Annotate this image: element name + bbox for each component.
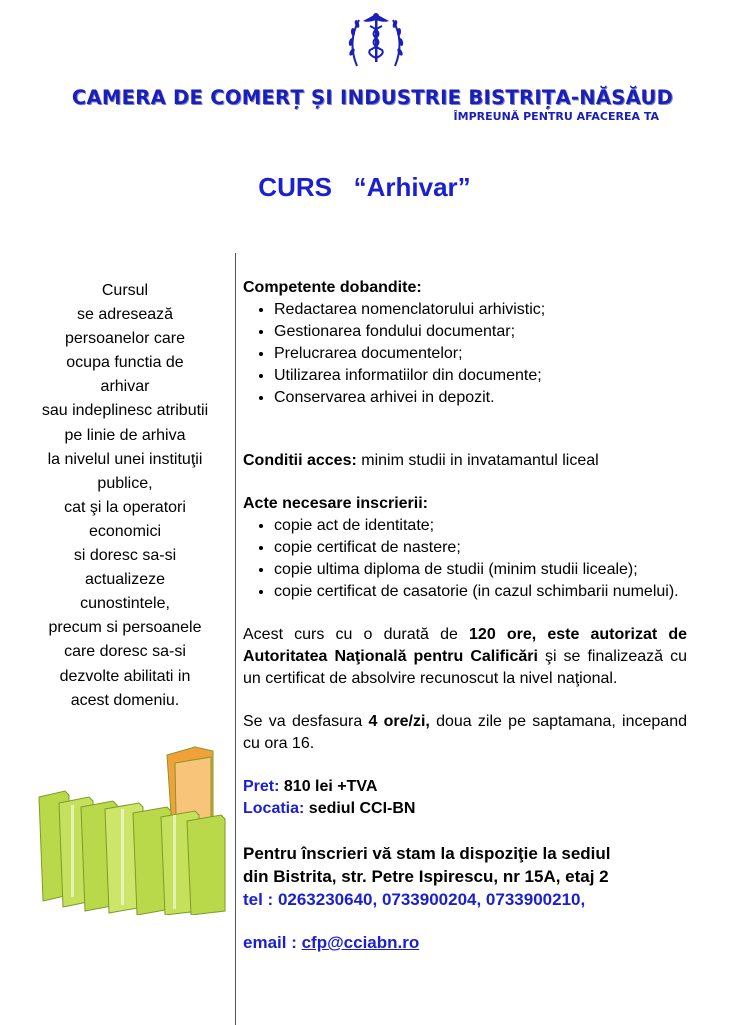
- audience-line: cunostintele,: [80, 595, 170, 613]
- location-value: sediul CCI-BN: [304, 800, 416, 817]
- email-link[interactable]: cfp@cciabn.ro: [301, 933, 420, 952]
- chamber-logo-emblem: [345, 8, 407, 70]
- list-item: • Prelucrarea documentelor;: [274, 343, 687, 365]
- contact-block: [243, 842, 687, 911]
- audience-line: pe linie de arhiva: [64, 426, 186, 444]
- text-run: Acest curs cu o durată de: [243, 626, 470, 643]
- list-item: • copie act de identitate;: [274, 515, 687, 537]
- audience-line: la nivelul unei instituţii: [47, 450, 203, 468]
- price-line: [243, 776, 687, 798]
- list-item: • Gestionarea fondului documentar;: [274, 321, 687, 343]
- audience-line: si doresc sa-si: [73, 547, 177, 565]
- documents-heading: Acte necesare inscrierii:: [243, 495, 428, 512]
- document-folders-illustration: [35, 745, 230, 915]
- organization-slogan: ÎMPREUNĂ PENTRU AFACEREA TA: [453, 110, 659, 123]
- accreditation-text: , este autorizat de Autoritatea Naţională pentru Calificări: [243, 626, 687, 665]
- course-accreditation-paragraph: [243, 624, 687, 690]
- competente-heading: Competente dobandite:: [243, 279, 422, 296]
- access-conditions-text: minim studii in invatamantul liceal: [356, 452, 599, 469]
- course-duration: 120 ore: [469, 626, 532, 643]
- schedule-paragraph: [243, 711, 687, 755]
- access-conditions-label: Conditii acces:: [243, 452, 357, 469]
- competente-list: [243, 299, 687, 409]
- access-conditions: [243, 450, 687, 472]
- contact-line: Pentru înscrieri vă stam la dispoziţie la sediul: [243, 844, 611, 863]
- audience-line: Cursul: [101, 282, 149, 299]
- text-run: şi se finalizează cu un certificat de absolvire recunoscut la nivel naţional.: [243, 648, 687, 687]
- email-label: email :: [243, 933, 302, 952]
- list-item: • copie ultima diploma de studii (minim studii liceale);: [274, 559, 687, 581]
- documents-list: [243, 515, 687, 603]
- list-item: • Conservarea arhivei in depozit.: [274, 387, 687, 409]
- audience-line: publice,: [97, 474, 153, 492]
- audience-line: dezvolte abilitati in: [59, 667, 191, 685]
- audience-line: ocupa functia de: [66, 354, 184, 372]
- list-item: • Redactarea nomenclatorului arhivistic;: [274, 299, 687, 321]
- contact-email-line: [243, 932, 687, 954]
- contact-phone[interactable]: tel : 0263230640, 0733900204, 0733900210,: [243, 890, 586, 909]
- column-divider: [235, 253, 236, 1025]
- location-line: [243, 798, 687, 820]
- contact-address: din Bistrita, str. Petre Ispirescu, nr 15A, etaj 2: [243, 867, 609, 886]
- audience-line: actualizeze: [84, 571, 166, 589]
- audience-line: economici: [88, 522, 162, 540]
- hours-per-day: 4 ore/zi,: [368, 713, 430, 730]
- price-value: 810 lei +TVA: [279, 778, 378, 795]
- audience-line: arhivar: [100, 378, 150, 396]
- text-run: Se va desfasura: [243, 713, 369, 730]
- list-item: • Utilizarea informatiilor din documente;: [274, 365, 687, 387]
- audience-line: cat şi la operatori: [64, 498, 186, 516]
- audience-line: persoanelor care: [64, 330, 186, 348]
- audience-line: care doresc sa-si: [64, 643, 186, 661]
- course-details: [243, 277, 687, 954]
- list-item: • copie certificat de casatorie (in cazul schimbarii numelui).: [274, 581, 687, 603]
- audience-line: precum si persoanele: [48, 619, 202, 637]
- audience-description: [25, 279, 225, 713]
- organization-name: CAMERA DE COMERȚ ȘI INDUSTRIE BISTRIȚA-NĂSĂUD: [71, 86, 674, 109]
- list-item: • copie certificat de nastere;: [274, 537, 687, 559]
- audience-line: se adresează: [76, 306, 174, 324]
- location-label: Locatia:: [243, 800, 305, 817]
- audience-line: acest domeniu.: [70, 691, 180, 709]
- audience-line: sau indeplinesc atributii: [41, 402, 209, 420]
- price-label: Pret:: [243, 778, 280, 795]
- course-title: CURS “Arhivar”: [258, 172, 471, 202]
- text-run: doua zile pe saptamana, incepand cu ora 16.: [243, 713, 687, 752]
